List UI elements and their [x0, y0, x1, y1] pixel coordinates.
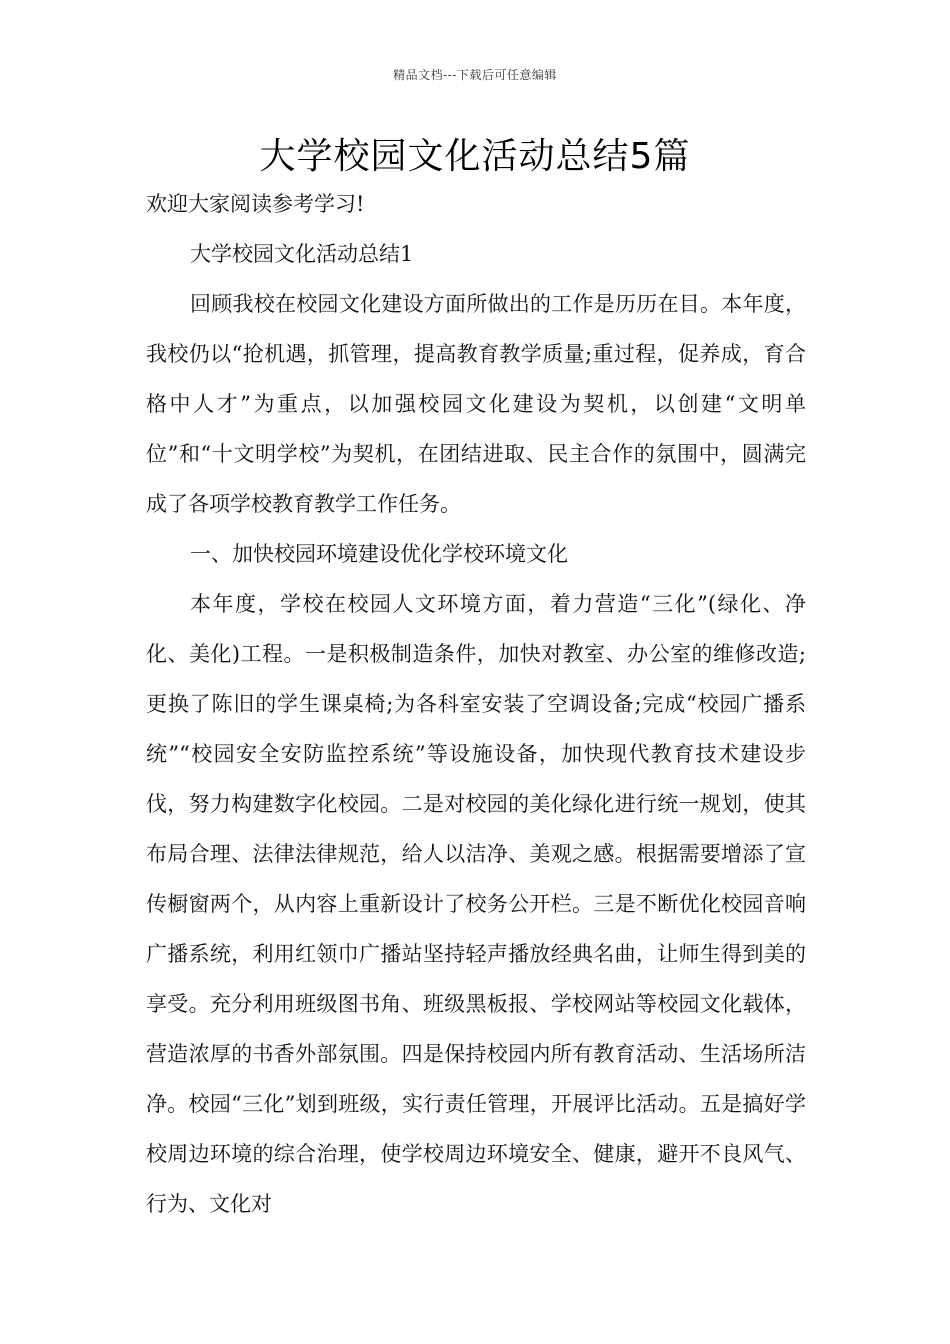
paragraph: 回顾我校在校园文化建设方面所做出的工作是历历在目。本年度，我校仍以“抢机遇，抓管理，提高教育教学质量;重过程，促养成，育合格中人才”为重点，以加强校园文化建设为契机，以创建“文明单位”和“十文明学校”为契机，在团结进取、民主合作的氛围中，圆满完成了各项学校教育教学工作任务。	[146, 292, 806, 516]
document-body	[146, 179, 806, 1229]
document-title: 大学校园文化活动总结5篇	[259, 136, 691, 177]
section-heading: 一、加快校园环境建设优化学校环境文化	[190, 542, 568, 566]
section-title: 大学校园文化活动总结1	[190, 242, 414, 266]
page-header-note: 精品文档---下载后可任意编辑	[393, 68, 557, 82]
paragraph: 本年度，学校在校园人文环境方面，着力营造“三化”(绿化、净化、美化)工程。一是积极制造条件，加快对教室、办公室的维修改造;更换了陈旧的学生课桌椅;为各科室安装了空调设备;完成“校园广播系统”“校园安全安防监控系统”等设施设备，加快现代教育技术建设步伐，努力构建数字化校园。二是对校园的美化绿化进行统一规划，使其布局合理、法律法律规范，给人以洁净、美观之感。根据需要增添了宣传橱窗两个，从内容上重新设计了校务公开栏。三是不断优化校园音响广播系统，利用红领巾广播站坚持轻声播放经典名曲，让师生得到美的享受。充分利用班级图书角、班级黑板报、学校网站等校园文化载体，营造浓厚的书香外部氛围。四是保持校园内所有教育活动、生活场所洁净。校园“三化”划到班级，实行责任管理，开展评比活动。五是搞好学校周边环境的综合治理，使学校周边环境安全、健康，避开不良风气、行为、文化对	[146, 592, 806, 1216]
greeting-line: 欢迎大家阅读参考学习!	[146, 192, 365, 216]
